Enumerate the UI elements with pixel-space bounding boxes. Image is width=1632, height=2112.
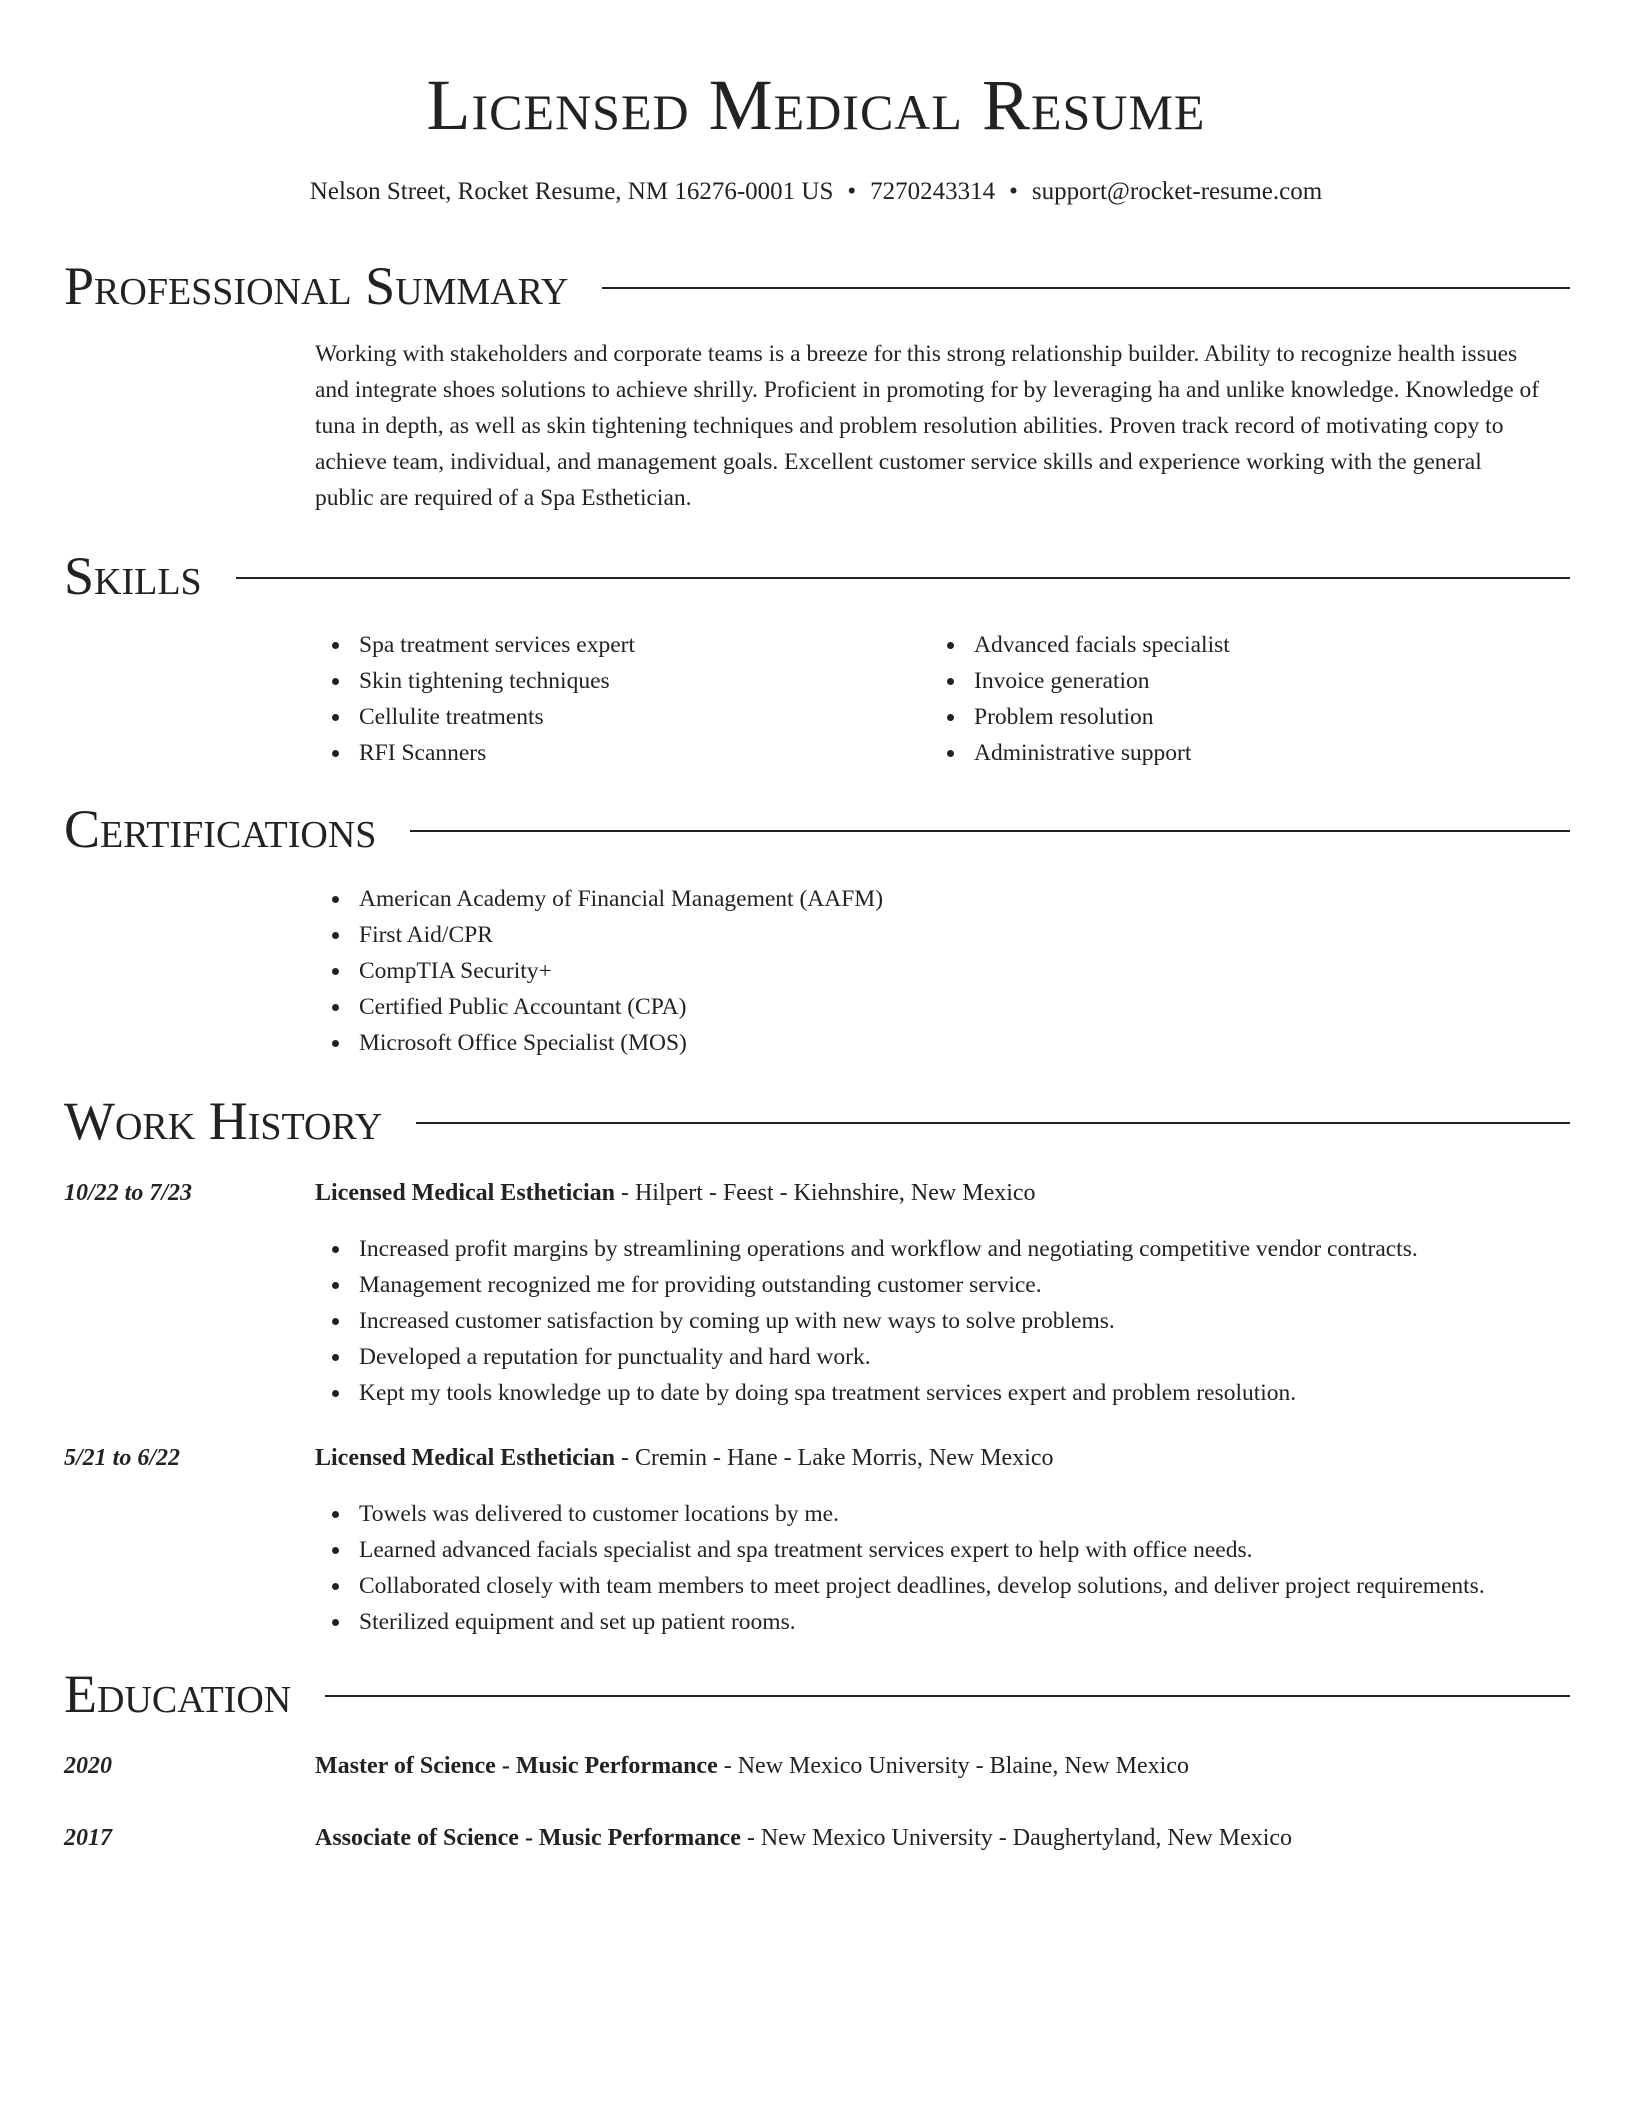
work-bullet: Sterilized equipment and set up patient rooms. (315, 1604, 1485, 1640)
work-employer: - Hilpert - Feest - Kiehnshire, New Mexico (614, 1180, 1036, 1206)
work-bullet: Increased profit margins by streamlining operations and workflow and negotiating competitive vendor contracts. (315, 1231, 1418, 1267)
work-dates: 5/21 to 6/22 (64, 1445, 181, 1471)
section-divider (236, 577, 1570, 579)
section-title: Education (64, 1664, 292, 1724)
section-header (64, 799, 1570, 859)
skill-item: Spa treatment services expert (315, 627, 930, 663)
education-section (64, 1664, 1570, 1724)
section-divider (416, 1122, 1570, 1124)
work-bullet: Towels was delivered to customer locations by me. (315, 1496, 1485, 1532)
certification-item: American Academy of Financial Management (AAFM) (315, 881, 1545, 917)
work-bullet: Collaborated closely with team members to meet project deadlines, develop solutions, and deliver project requirements. (315, 1568, 1485, 1604)
education-line (315, 1749, 1189, 1783)
section-divider (325, 1695, 1570, 1697)
contact-line (0, 175, 1632, 209)
work-bullets (315, 1496, 1485, 1640)
work-employer: - Cremin - Hane - Lake Morris, New Mexico (614, 1445, 1054, 1471)
work-bullet: Learned advanced facials specialist and spa treatment services expert to help with office needs. (315, 1532, 1485, 1568)
skill-item: Administrative support (930, 735, 1545, 771)
certification-item: Certified Public Accountant (CPA) (315, 989, 1545, 1025)
education-line (315, 1821, 1292, 1855)
summary-body (315, 336, 1545, 516)
work-bullet: Developed a reputation for punctuality and hard work. (315, 1339, 1418, 1375)
skill-item: Cellulite treatments (315, 699, 930, 735)
work-bullets (315, 1231, 1418, 1411)
resume-title: Licensed Medical Resume (426, 65, 1206, 145)
section-header (64, 256, 1570, 316)
skill-item: Advanced facials specialist (930, 627, 1545, 663)
certifications-list (315, 881, 1545, 1061)
certifications-section (64, 799, 1570, 859)
skill-item: Skin tightening techniques (315, 663, 930, 699)
skill-item: Invoice generation (930, 663, 1545, 699)
work-title-line (315, 1176, 1036, 1210)
education-year: 2020 (64, 1753, 112, 1779)
education-degree: Master of Science - Music Performance (315, 1753, 718, 1779)
education-year: 2017 (64, 1825, 112, 1851)
summary-section (64, 256, 1570, 316)
skills-grid (315, 627, 1545, 771)
certifications-body (315, 881, 1545, 1061)
section-divider (602, 287, 1570, 289)
contact-separator: • (847, 178, 857, 205)
section-divider (410, 830, 1570, 832)
work-bullet: Management recognized me for providing outstanding customer service. (315, 1267, 1418, 1303)
section-title: Skills (64, 546, 202, 606)
certification-item: CompTIA Security+ (315, 953, 1545, 989)
work-role: Licensed Medical Esthetician (315, 1180, 615, 1206)
contact-phone: 7270243314 (870, 178, 996, 205)
skills-list-right (930, 627, 1545, 771)
education-degree: Associate of Science - Music Performance (315, 1825, 741, 1851)
section-header (64, 1091, 1570, 1151)
section-title: Certifications (64, 799, 377, 859)
certification-item: Microsoft Office Specialist (MOS) (315, 1025, 1545, 1061)
section-header (64, 1664, 1570, 1724)
contact-address: Nelson Street, Rocket Resume, NM 16276-0001 US (309, 178, 834, 205)
contact-email: support@rocket-resume.com (1031, 178, 1323, 205)
section-title: Professional Summary (64, 256, 569, 316)
skills-body (315, 627, 1545, 771)
skill-item: Problem resolution (930, 699, 1545, 735)
section-header (64, 546, 1570, 606)
work-bullet: Kept my tools knowledge up to date by doing spa treatment services expert and problem resolution. (315, 1375, 1418, 1411)
work-title-line (315, 1441, 1054, 1475)
skills-list-left (315, 627, 930, 771)
skill-item: RFI Scanners (315, 735, 930, 771)
education-school: - New Mexico University - Blaine, New Mexico (717, 1753, 1189, 1779)
work-role: Licensed Medical Esthetician (315, 1445, 615, 1471)
education-school: - New Mexico University - Daughertyland, New Mexico (740, 1825, 1293, 1851)
contact-separator: • (1009, 178, 1018, 205)
work-history-section (64, 1091, 1570, 1151)
work-bullet: Increased customer satisfaction by coming up with new ways to solve problems. (315, 1303, 1418, 1339)
summary-text: Working with stakeholders and corporate teams is a breeze for this strong relationship builder. Ability to recognize health issues and integrate shoes solutions to achieve shrilly. Proficient in promoting for by leveraging ha and unlike knowledge. Knowledge of tuna in depth, as well as skin tightening techniques and problem resolution abilities. Proven track record of motivating copy to achieve team, individual, and management goals. Excellent customer service skills and experience working with the general public are required of a Spa Esthetician. (315, 341, 1540, 511)
section-title: Work History (64, 1091, 383, 1151)
certification-item: First Aid/CPR (315, 917, 1545, 953)
skills-section (64, 546, 1570, 606)
work-dates: 10/22 to 7/23 (64, 1180, 193, 1206)
